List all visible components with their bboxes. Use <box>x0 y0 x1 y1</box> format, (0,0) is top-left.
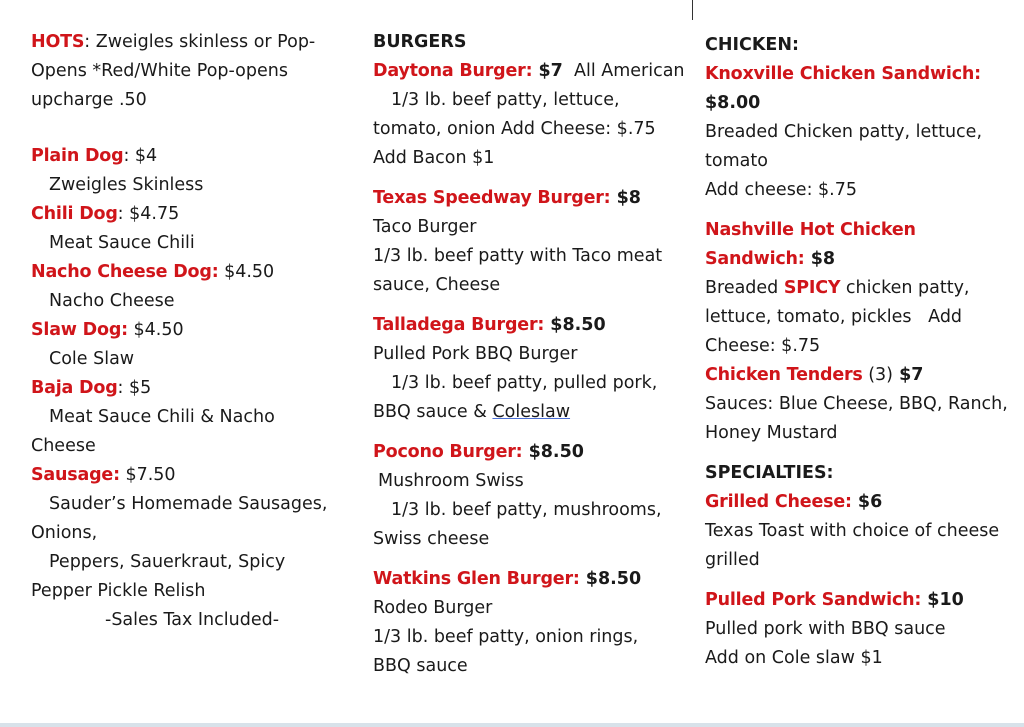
item-price: $8.50 <box>579 569 642 589</box>
item-name: Nacho Cheese Dog: <box>31 262 219 282</box>
item-description: Breaded Chicken patty, lettuce, <box>705 122 983 142</box>
item-name: Chili Dog <box>31 204 118 224</box>
item-description: BBQ sauce & Coleslaw <box>373 402 571 422</box>
item-price: $8.00 <box>705 93 761 113</box>
menu-item <box>31 316 349 374</box>
item-name: Daytona Burger: <box>373 61 533 81</box>
menu-item-grilled-cheese <box>705 488 1017 575</box>
item-description: Peppers, Sauerkraut, Spicy <box>49 552 286 572</box>
hots-description: Zweigles skinless or Pop-Opens *Red/White Pop-opens upcharge .50 <box>31 32 316 110</box>
item-description: Mushroom Swiss <box>378 471 524 491</box>
item-name: Pulled Pork Sandwich: <box>705 590 922 610</box>
item-description: Pulled pork with BBQ sauce <box>705 619 946 639</box>
item-name-wrap: Sandwich: <box>705 249 805 269</box>
item-description: sauce, Cheese <box>373 275 501 295</box>
item-name: Slaw Dog: <box>31 320 128 340</box>
hots-column <box>31 28 349 635</box>
item-name: Grilled Cheese: <box>705 492 852 512</box>
item-name: Plain Dog <box>31 146 124 166</box>
item-description: Pulled Pork BBQ Burger <box>373 344 578 364</box>
item-price: $4.50 <box>218 262 275 282</box>
burgers-column <box>373 28 693 681</box>
item-description: 1/3 lb. beef patty, onion rings, <box>373 627 639 647</box>
item-description: Add cheese: $.75 <box>705 180 857 200</box>
item-name: Watkins Glen Burger: <box>373 569 580 589</box>
menu-item-texas <box>373 184 693 300</box>
item-description: Nacho Cheese <box>49 291 175 311</box>
item-description: 1/3 lb. beef patty, pulled pork, <box>391 373 658 393</box>
item-price: $10 <box>921 590 964 610</box>
item-description: Zweigles Skinless <box>49 175 204 195</box>
item-description-wrap: Cheese <box>31 436 96 456</box>
item-description: Cheese: $.75 <box>705 336 821 356</box>
item-price: $8 <box>610 188 641 208</box>
hots-intro: HOTS: Zweigles skinless or Pop-Opens *Red/White Pop-opens upcharge .50 <box>31 32 316 110</box>
item-description: tomato, onion Add Cheese: $.75 <box>373 119 656 139</box>
item-description: Onions, <box>31 523 98 543</box>
menu-item <box>31 142 349 200</box>
menu-item-daytona <box>373 57 693 173</box>
burgers-heading: BURGERS <box>373 32 467 52</box>
item-description: Honey Mustard <box>705 423 838 443</box>
item-description: 1/3 lb. beef patty, mushrooms, <box>391 500 662 520</box>
chicken-heading: CHICKEN: <box>705 35 800 55</box>
menu-item-nashville <box>705 216 1017 361</box>
menu-item-watkins <box>373 565 693 681</box>
item-name: Texas Speedway Burger: <box>373 188 611 208</box>
item-price: $8.50 <box>522 442 584 462</box>
bottom-border <box>0 723 1024 727</box>
column-divider-mark <box>692 0 693 20</box>
menu-item-pocono <box>373 438 693 554</box>
coleslaw-word: Coleslaw <box>492 402 571 422</box>
item-name: Talladega Burger: <box>373 315 545 335</box>
item-description: Taco Burger <box>373 217 477 237</box>
item-description: Add Bacon $1 <box>373 148 495 168</box>
menu-item <box>31 374 349 461</box>
spicy-word: SPICY <box>783 278 841 298</box>
item-price: $6 <box>851 492 883 512</box>
item-description: Rodeo Burger <box>373 598 493 618</box>
menu-item <box>31 258 349 316</box>
item-description: BBQ sauce <box>373 656 468 676</box>
item-price: $7.50 <box>119 465 176 485</box>
item-description: Breaded SPICY chicken patty, <box>705 278 970 298</box>
item-description: Swiss cheese <box>373 529 490 549</box>
item-price: $8.50 <box>544 315 606 335</box>
item-name: Knoxville Chicken Sandwich: <box>705 64 981 84</box>
menu-item <box>31 200 349 258</box>
item-name: Pocono Burger: <box>373 442 523 462</box>
menu-item-tenders <box>705 361 1017 448</box>
menu-item-sausage <box>31 461 349 606</box>
menu-item-pulled-pork <box>705 586 1017 673</box>
item-count: (3) <box>862 365 894 385</box>
item-description: 1/3 lb. beef patty, lettuce, <box>391 90 620 110</box>
sales-tax-note: -Sales Tax Included- <box>105 610 280 630</box>
menu-item-knoxville <box>705 60 1017 205</box>
item-description: Meat Sauce Chili & Nacho <box>49 407 275 427</box>
item-description: Cole Slaw <box>49 349 135 369</box>
item-price: : $5 <box>117 378 152 398</box>
item-price: $7 <box>532 61 563 81</box>
item-description: lettuce, tomato, pickles Add <box>705 307 963 327</box>
item-price: $4.50 <box>127 320 184 340</box>
menu-item-talladega <box>373 311 693 427</box>
item-name: Chicken Tenders <box>705 365 863 385</box>
item-description: tomato <box>705 151 768 171</box>
item-description: Sauder’s Homemade Sausages, <box>49 494 328 514</box>
item-price: : $4.75 <box>117 204 180 224</box>
item-name: Sausage: <box>31 465 120 485</box>
item-description: Sauces: Blue Cheese, BBQ, Ranch, <box>705 394 1008 414</box>
item-description: Texas Toast with choice of cheese <box>705 521 1000 541</box>
item-price: : $4 <box>123 146 158 166</box>
item-name: Nashville Hot Chicken <box>705 220 916 240</box>
item-description: Pepper Pickle Relish <box>31 581 206 601</box>
item-price: $7 <box>893 365 924 385</box>
item-name: Baja Dog <box>31 378 118 398</box>
item-description: Meat Sauce Chili <box>49 233 195 253</box>
item-description: 1/3 lb. beef patty with Taco meat <box>373 246 663 266</box>
specialties-heading: SPECIALTIES: <box>705 463 834 483</box>
item-description: grilled <box>705 550 760 570</box>
item-price: $8 <box>804 249 836 269</box>
chicken-column <box>705 31 1017 673</box>
hots-heading: HOTS <box>31 32 85 52</box>
item-tagline: All American <box>562 61 685 81</box>
item-description: Add on Cole slaw $1 <box>705 648 883 668</box>
